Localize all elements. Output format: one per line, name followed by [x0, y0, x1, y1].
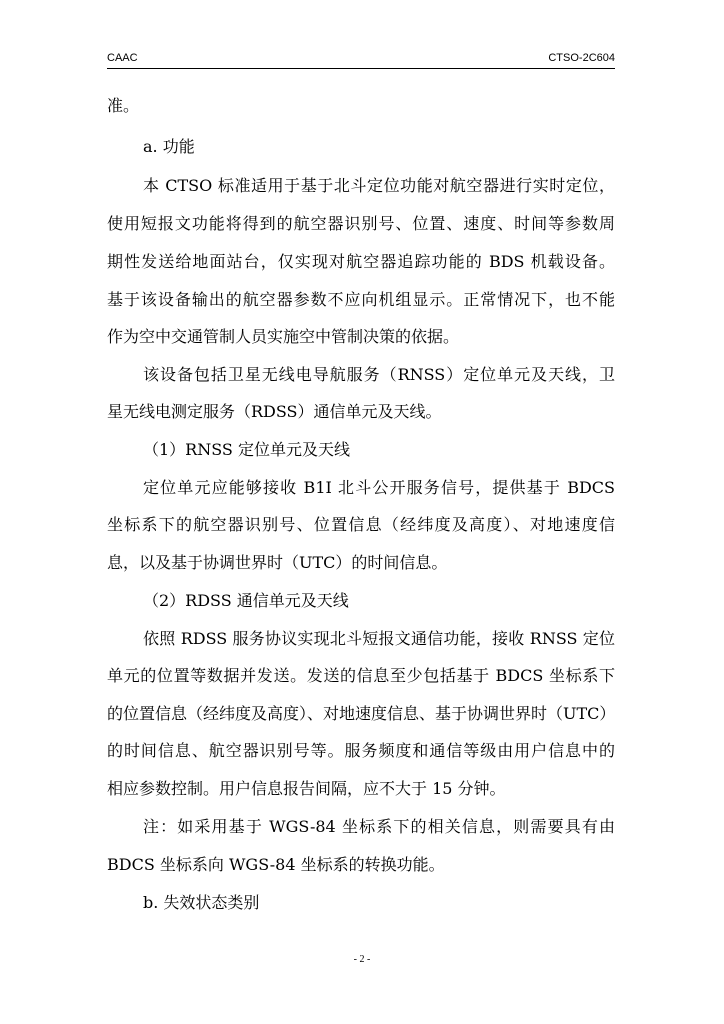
header-rule — [107, 68, 615, 69]
text-line: 作为空中交通管制人员实施空中管制决策的依据。 — [107, 327, 460, 346]
text-line: 定位单元应能够接收 B1I 北斗公开服务信号，提供基于 BDCS — [143, 478, 615, 497]
subsection-heading-rnss: （1）RNSS 定位单元及天线 — [143, 440, 350, 459]
note-line: 注：如采用基于 WGS-84 坐标系下的相关信息，则需要具有由 — [143, 817, 615, 836]
page-number: - 2 - — [353, 954, 371, 965]
text-line: 基于该设备输出的航空器参数不应向机组显示。正常情况下，也不能 — [107, 290, 615, 309]
text-line: 的位置信息（经纬度及高度）、对地速度信息、基于协调世界时（UTC） — [107, 704, 615, 723]
text-line: 该设备包括卫星无线电导航服务（RNSS）定位单元及天线，卫 — [143, 365, 615, 384]
text-line: 本 CTSO 标准适用于基于北斗定位功能对航空器进行实时定位， — [143, 176, 615, 195]
text-line: 依照 RDSS 服务协议实现北斗短报文通信功能，接收 RNSS 定位 — [143, 629, 615, 648]
header-org: CAAC — [107, 52, 138, 64]
note-line: BDCS 坐标系向 WGS-84 坐标系的转换功能。 — [107, 855, 445, 874]
text-line: 使用短报文功能将得到的航空器识别号、位置、速度、时间等参数周 — [107, 214, 615, 233]
text-line: 的时间信息、航空器识别号等。服务频度和通信等级由用户信息中的 — [107, 741, 615, 760]
text-line: 星无线电测定服务（RDSS）通信单元及天线。 — [107, 402, 442, 421]
section-heading-function: a. 功能 — [143, 137, 195, 156]
text-line: 相应参数控制。用户信息报告间隔，应不大于 15 分钟。 — [107, 779, 506, 798]
text-line: 期性发送给地面站台，仅实现对航空器追踪功能的 BDS 机载设备。 — [107, 252, 615, 271]
text-line: 息，以及基于协调世界时（UTC）的时间信息。 — [107, 553, 448, 572]
header-doc-id: CTSO-2C604 — [548, 52, 615, 64]
subsection-heading-rdss: （2）RDSS 通信单元及天线 — [143, 591, 349, 610]
text-line: 单元的位置等数据并发送。发送的信息至少包括基于 BDCS 坐标系下 — [107, 666, 615, 685]
text-line: 坐标系下的航空器识别号、位置信息（经纬度及高度）、对地速度信 — [107, 515, 615, 534]
text-line: 准。 — [107, 96, 140, 115]
section-heading-failure-condition: b. 失效状态类别 — [143, 893, 260, 912]
